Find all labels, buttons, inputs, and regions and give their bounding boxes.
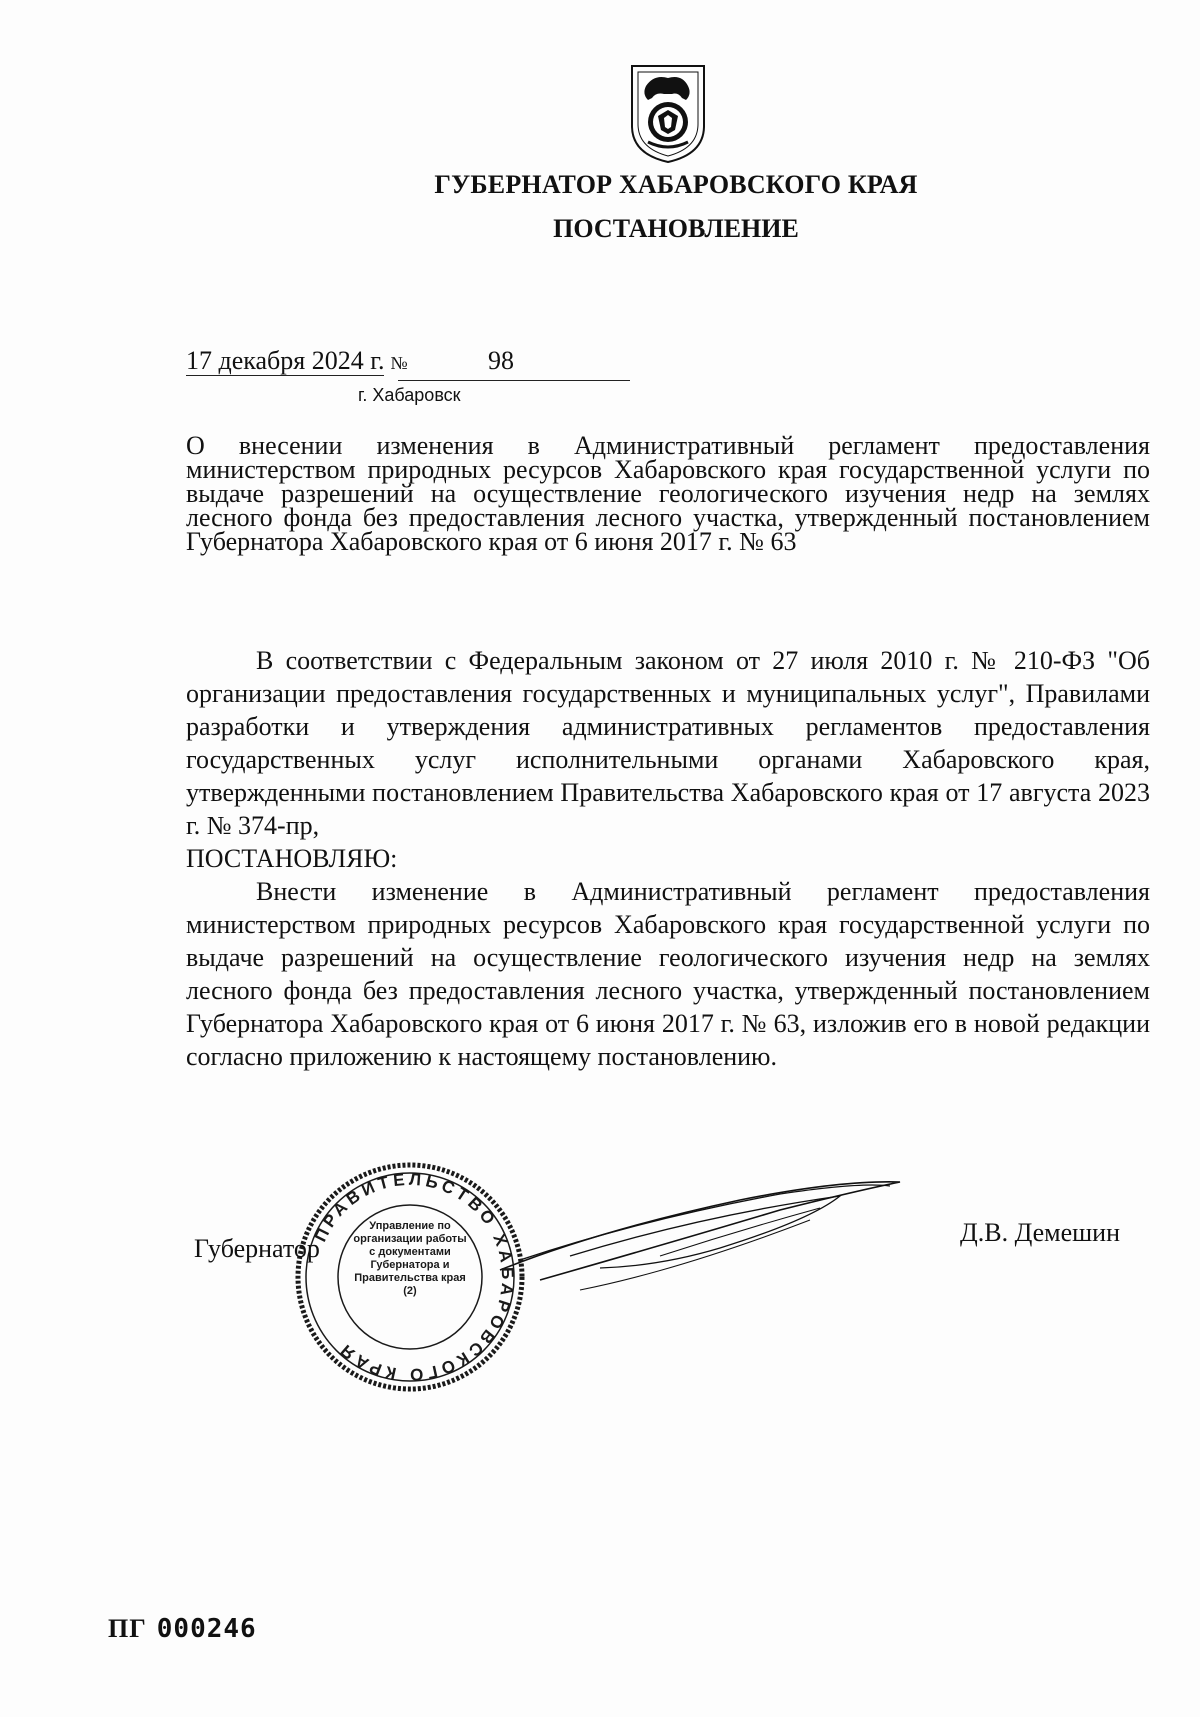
form-code: 000246 xyxy=(156,1614,257,1644)
form-serial-number xyxy=(108,1614,257,1644)
document-type-heading: ПОСТАНОВЛЕНИЕ xyxy=(553,214,799,243)
document-title: О внесении изменения в Административный регламент предоставления министерством природных ресурсов Хабаровского края государственной услуги по выдаче разрешений на осуществление геологического изучения недр на землях лесного фонда без предоставления лесного участка, утвержденный постановлением Губернатора Хабаровского края от 6 июня 2017 г. № 63 xyxy=(186,431,1150,556)
handwritten-signature xyxy=(480,1160,980,1300)
form-prefix: ПГ xyxy=(108,1614,147,1643)
signatory-position: Губернатор xyxy=(194,1234,320,1263)
document-date: 17 декабря 2024 г. xyxy=(186,346,385,375)
document-body xyxy=(186,644,1150,1073)
document-number-field xyxy=(398,346,630,381)
stamp-inner-text: Управление по организации работы с документами Губернатора и Правительства края (2) xyxy=(353,1220,467,1297)
date-line xyxy=(186,346,408,376)
main-paragraph: Внести изменение в Административный регламент предоставления министерством природных ресурсов Хабаровского края государственной услуги по выдаче разрешений на осуществление геологического изучения недр на землях лесного фонда без предоставления лесного участка, утвержденный постановлением Губернатора Хабаровского края от 6 июня 2017 г. № 63, изложив его в новой редакции согласно приложению к настоящему постановлению. xyxy=(186,877,1150,1071)
issuer-heading: ГУБЕРНАТОР ХАБАРОВСКОГО КРАЯ xyxy=(434,170,918,199)
decree-word: ПОСТАНОВЛЯЮ: xyxy=(186,844,398,873)
preamble-paragraph: В соответствии с Федеральным законом от 27 июля 2010 г. № 210-ФЗ "Об организации предоставления государственных и муниципальных услуг", Правилами разработки и утверждения административных регламентов предоставления государственных услуг исполнительными органами Хабаровского края, утвержденными постановлением Правительства Хабаровского края от 17 августа 2023 г. № 374-пр, xyxy=(186,646,1150,840)
number-sign: № xyxy=(390,353,408,373)
coat-of-arms-icon xyxy=(628,64,708,164)
official-stamp xyxy=(290,1162,530,1392)
city-label: г. Хабаровск xyxy=(358,385,461,405)
document-number: 98 xyxy=(488,346,514,375)
signatory-name: Д.В. Демешин xyxy=(960,1218,1121,1247)
stamp-outer-text: ПРАВИТЕЛЬСТВО ХАБАРОВСКОГО КРАЯ xyxy=(310,1169,518,1385)
